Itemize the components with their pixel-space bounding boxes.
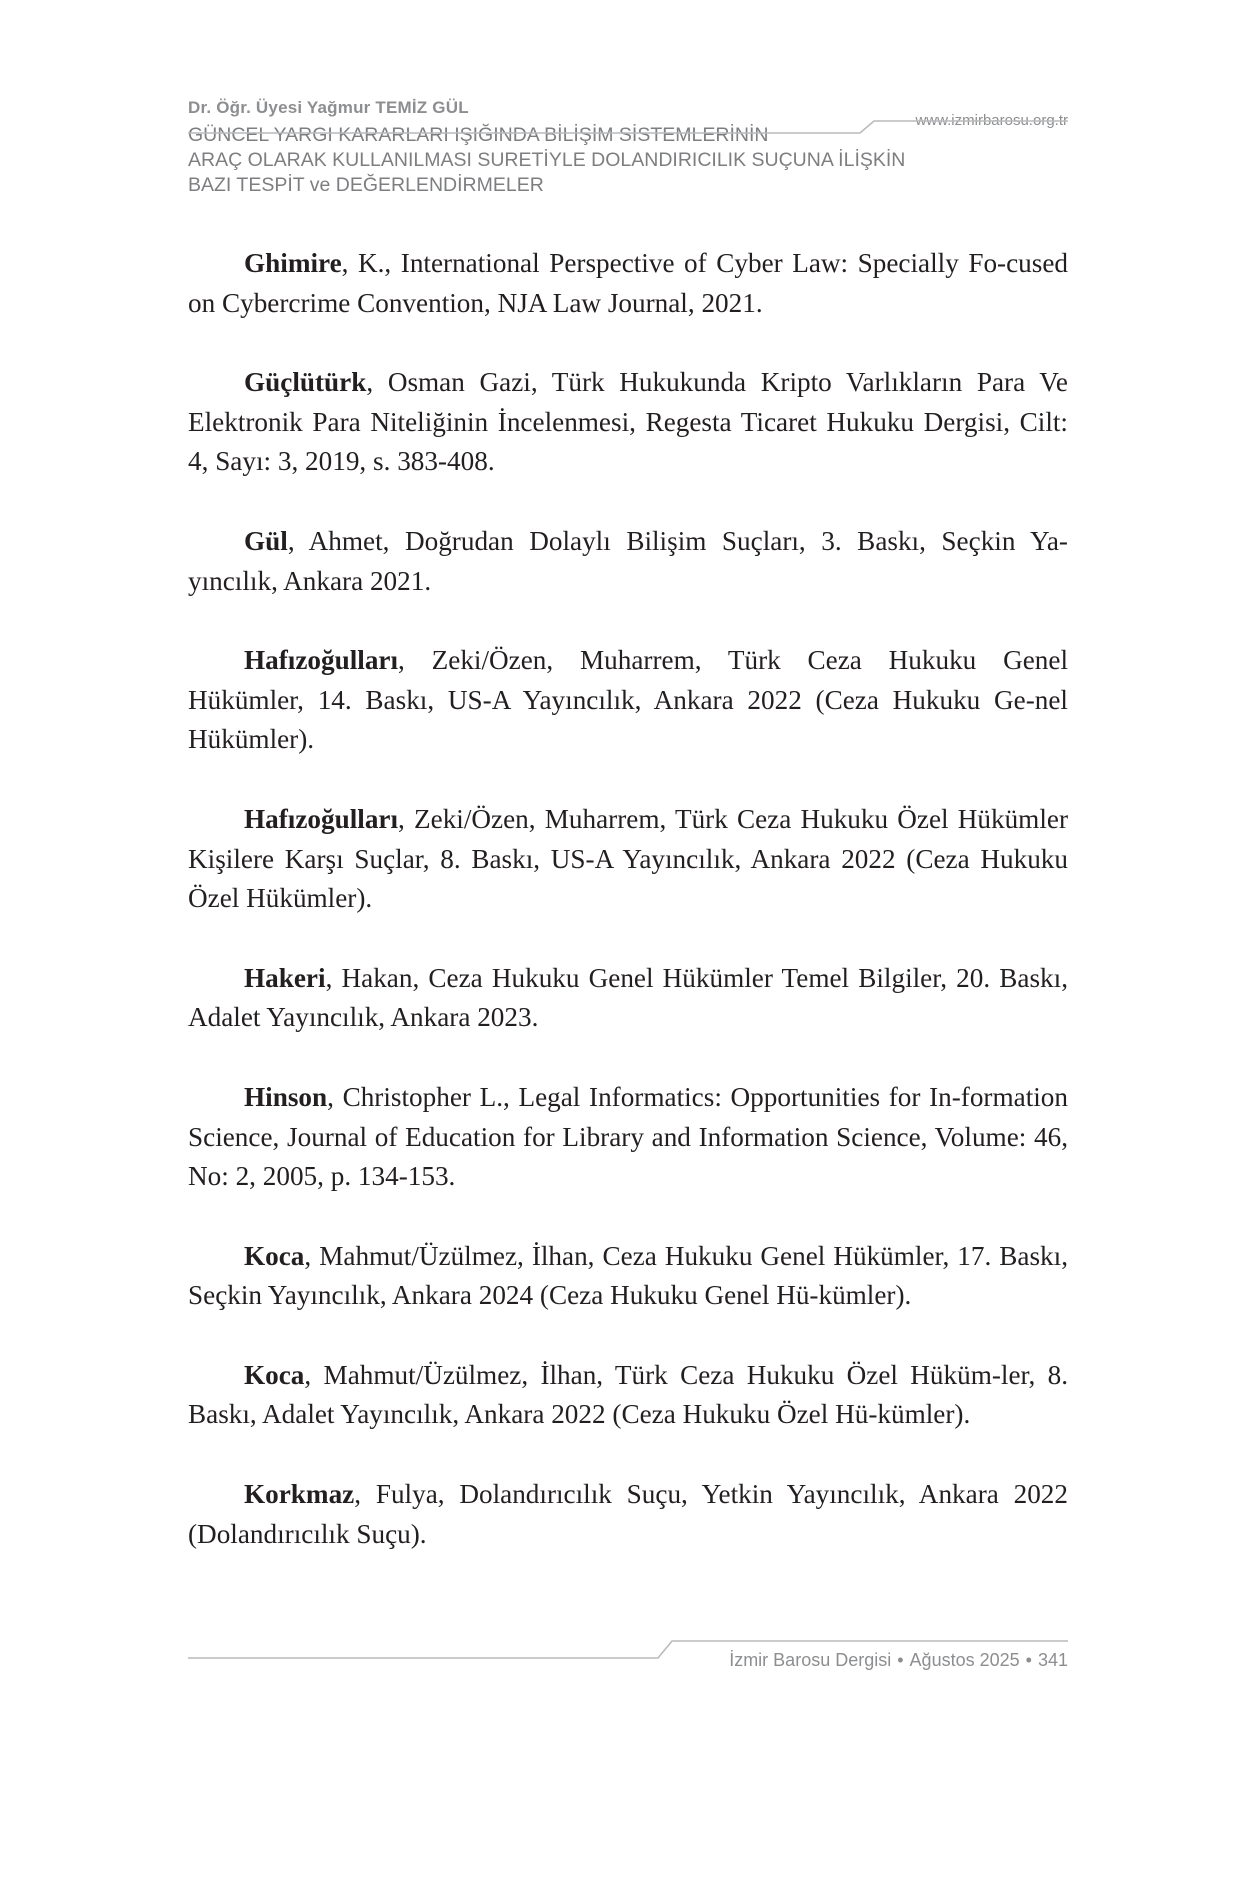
reference-text: , Zeki/Özen, Muharrem, Türk Ceza Hukuku Genel Hükümler, 14. Baskı, US-A Yayıncılık, Ankara 2022 (Ceza Hukuku Ge-nel Hükümler). <box>188 645 1068 755</box>
reference-text: , Osman Gazi, Türk Hukukunda Kripto Varlıkların Para Ve Elektronik Para Niteliğinin İncelenmesi, Regesta Ticaret Hukuku Dergisi, Cilt: 4, Sayı: 3, 2019, s. 383-408. <box>188 367 1068 477</box>
separator-dot: • <box>1025 1650 1032 1670</box>
journal-name: İzmir Barosu Dergisi <box>729 1650 892 1670</box>
reference-entry <box>188 522 1068 601</box>
reference-author: Hakeri <box>244 962 326 993</box>
reference-text: , Hakan, Ceza Hukuku Genel Hükümler Temel Bilgiler, 20. Baskı, Adalet Yayıncılık, Ankara 2023. <box>188 962 1068 1033</box>
article-title-line: ARAÇ OLARAK KULLANILMASI SURETİYLE DOLANDIRICILIK SUÇUNA İLİŞKİN <box>188 149 906 171</box>
separator-dot: • <box>897 1650 904 1670</box>
reference-entry <box>188 1356 1068 1435</box>
reference-author: Koca <box>244 1359 305 1390</box>
reference-entry <box>188 641 1068 760</box>
reference-author: Koca <box>244 1240 305 1271</box>
reference-author: Hinson <box>244 1081 328 1112</box>
article-title-line: BAZI TESPİT ve DEĞERLENDİRMELER <box>188 174 544 196</box>
header-divider <box>188 120 1068 134</box>
page-number: 341 <box>1037 1650 1068 1670</box>
reference-text: , Ahmet, Doğrudan Dolaylı Bilişim Suçları, 3. Baskı, Seçkin Ya-yıncılık, Ankara 2021. <box>188 525 1068 596</box>
article-title <box>188 123 1068 198</box>
reference-text: , K., International Perspective of Cyber Law: Specially Fo-cused on Cybercrime Convention, NJA Law Journal, 2021. <box>188 248 1068 318</box>
reference-text: , Fulya, Dolandırıcılık Suçu, Yetkin Yayıncılık, Ankara 2022 (Dolandırıcılık Suçu). <box>188 1479 1068 1549</box>
reference-entry <box>188 800 1068 919</box>
reference-author: Ghimire <box>244 248 342 278</box>
reference-entry <box>188 1078 1068 1197</box>
issue-date: Ağustos 2025 <box>909 1650 1020 1670</box>
reference-text: , Mahmut/Üzülmez, İlhan, Ceza Hukuku Genel Hükümler, 17. Baskı, Seçkin Yayıncılık, Ankara 2024 (Ceza Hukuku Genel Hü-kümler). <box>188 1240 1068 1311</box>
reference-entry <box>188 363 1068 482</box>
reference-entry <box>188 959 1068 1038</box>
reference-text: , Zeki/Özen, Muharrem, Türk Ceza Hukuku Özel Hükümler Kişilere Karşı Suçlar, 8. Baskı, US-A Yayıncılık, Ankara 2022 (Ceza Hukuku Özel Hükümler). <box>188 803 1068 914</box>
website-url: www.izmirbarosu.org.tr <box>915 112 1068 129</box>
reference-author: Korkmaz <box>244 1479 355 1510</box>
page-footer <box>729 1650 1068 1671</box>
reference-author: Gül <box>244 525 288 556</box>
article-title-line: GÜNCEL YARGI KARARLARI IŞIĞINDA BİLİŞİM SİSTEMLERİNİN <box>188 124 769 146</box>
reference-author: Güçlütürk <box>244 367 367 398</box>
page-header <box>188 96 1068 198</box>
reference-list <box>188 244 1068 1594</box>
reference-text: , Mahmut/Üzülmez, İlhan, Türk Ceza Hukuku Özel Hüküm-ler, 8. Baskı, Adalet Yayıncılık, Ankara 2022 (Ceza Hukuku Özel Hü-kümler). <box>188 1359 1068 1430</box>
reference-text: , Christopher L., Legal Informatics: Opportunities for In-formation Science, Journal of Education for Library and Information Science, Volume: 46, No: 2, 2005, p. 134-153. <box>188 1081 1068 1192</box>
reference-author: Hafızoğulları <box>244 645 399 676</box>
reference-author: Hafızoğulları <box>244 803 399 834</box>
reference-entry <box>188 1237 1068 1316</box>
reference-entry <box>188 1475 1068 1554</box>
author-name: Dr. Öğr. Üyesi Yağmur TEMİZ GÜL <box>188 98 469 117</box>
reference-entry <box>188 244 1068 323</box>
